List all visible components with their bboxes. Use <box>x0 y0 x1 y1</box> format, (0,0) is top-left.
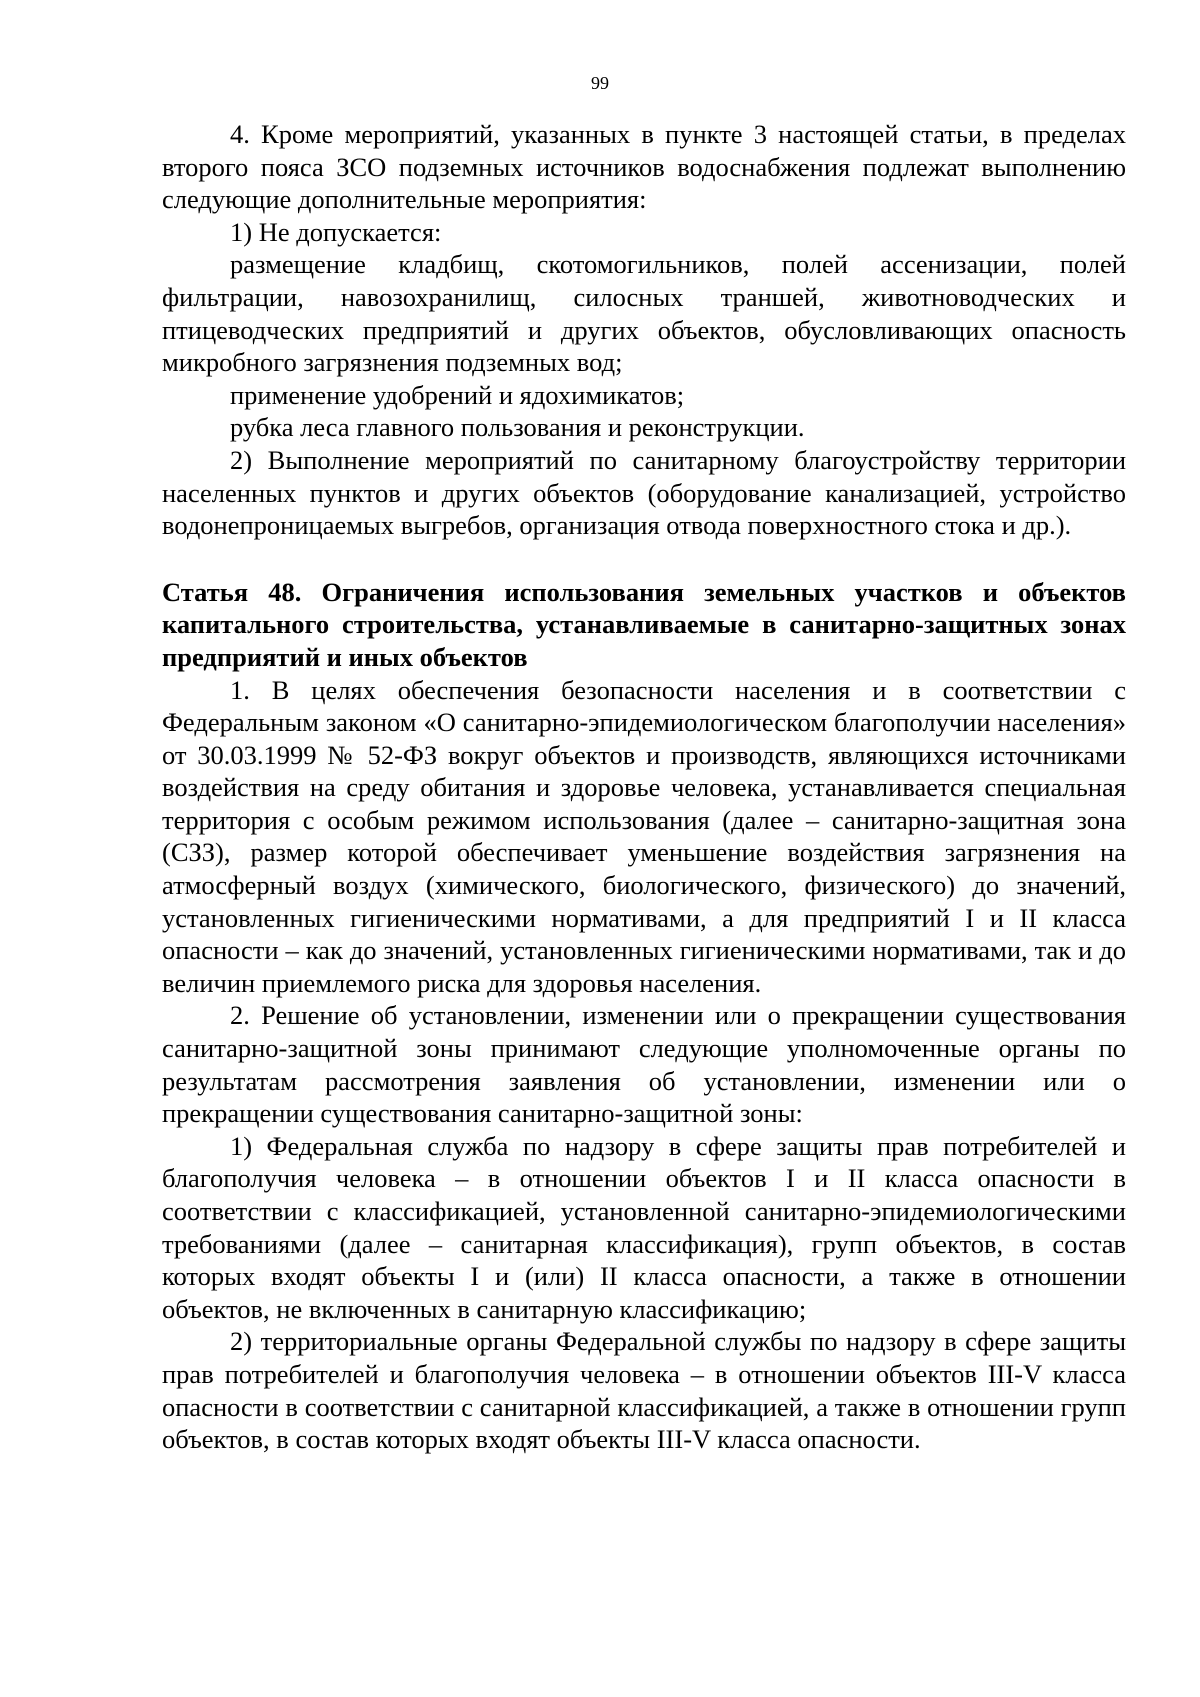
paragraph-logging: рубка леса главного пользования и реконструкции. <box>230 412 805 443</box>
paragraph-4: 4. Кроме мероприятий, указанных в пункте 3 настоящей статьи, в пределах второго пояса ЗСО подземных источников водоснабжения подлежат выполнению следующие дополнительные мероприятия: <box>162 119 1126 215</box>
paragraph-not-allowed: 1) Не допускается: <box>230 216 442 247</box>
paragraph-fertilizers: применение удобрений и ядохимикатов; <box>230 379 685 410</box>
page-content <box>162 118 1126 1456</box>
article-48-item-2: 2) территориальные органы Федеральной службы по надзору в сфере защиты прав потребителей и благополучия человека – в отношении объектов III-V класса опасности в соответствии с санитарной классификацией, а также в отношении групп объектов, в состав которых входят объекты III-V класса опасности. <box>162 1326 1126 1455</box>
article-48-heading: Статья 48. Ограничения использования земельных участков и объектов капитального строительства, устанавливаемые в санитарно-защитных зонах предприятий и иных объектов <box>162 576 1126 672</box>
article-48-paragraph-2: 2. Решение об установлении, изменении или о прекращении существования санитарно-защитной зоны принимают следующие уполномоченные органы по результатам рассмотрения заявления об установлении, изменении или о прекращении существования санитарно-защитной зоны: <box>162 1000 1126 1129</box>
paragraph-improvement: 2) Выполнение мероприятий по санитарному благоустройству территории населенных пунктов и других объектов (оборудование канализацией, устройство водонепроницаемых выгребов, организация отвода поверхностного стока и др.). <box>162 444 1126 541</box>
paragraph-placement: размещение кладбищ, скотомогильников, полей ассенизации, полей фильтрации, навозохранилищ, силосных траншей, животноводческих и птицеводческих предприятий и других объектов, обусловливающих опасность микробного загрязнения подземных вод; <box>162 249 1126 378</box>
article-48-paragraph-1: 1. В целях обеспечения безопасности населения и в соответствии с Федеральным законом «О санитарно-эпидемиологическом благополучии населения» от 30.03.1999 № 52-ФЗ вокруг объектов и производств, являющихся источниками воздействия на среду обитания и здоровье человека, устанавливается специальная территория с особым режимом использования (далее – санитарно-защитная зона (СЗЗ), размер которой обеспечивает уменьшение воздействия загрязнения на атмосферный воздух (химического, биологического, физического) до значений, установленных гигиеническими нормативами, а для предприятий I и II класса опасности – как до значений, установленных гигиеническими нормативами, так и до величин приемлемого риска для здоровья населения. <box>162 674 1126 998</box>
page-number: 99 <box>591 73 609 93</box>
article-48-item-1: 1) Федеральная служба по надзору в сфере защиты прав потребителей и благополучия человека – в отношении объектов I и II класса опасности в соответствии с классификацией, установленной санитарно-эпидемиологическими требованиями (далее – санитарная классификация), групп объектов, в состав которых входят объекты I и (или) II класса опасности, а также в отношении объектов, не включенных в санитарную классификацию; <box>162 1130 1126 1324</box>
